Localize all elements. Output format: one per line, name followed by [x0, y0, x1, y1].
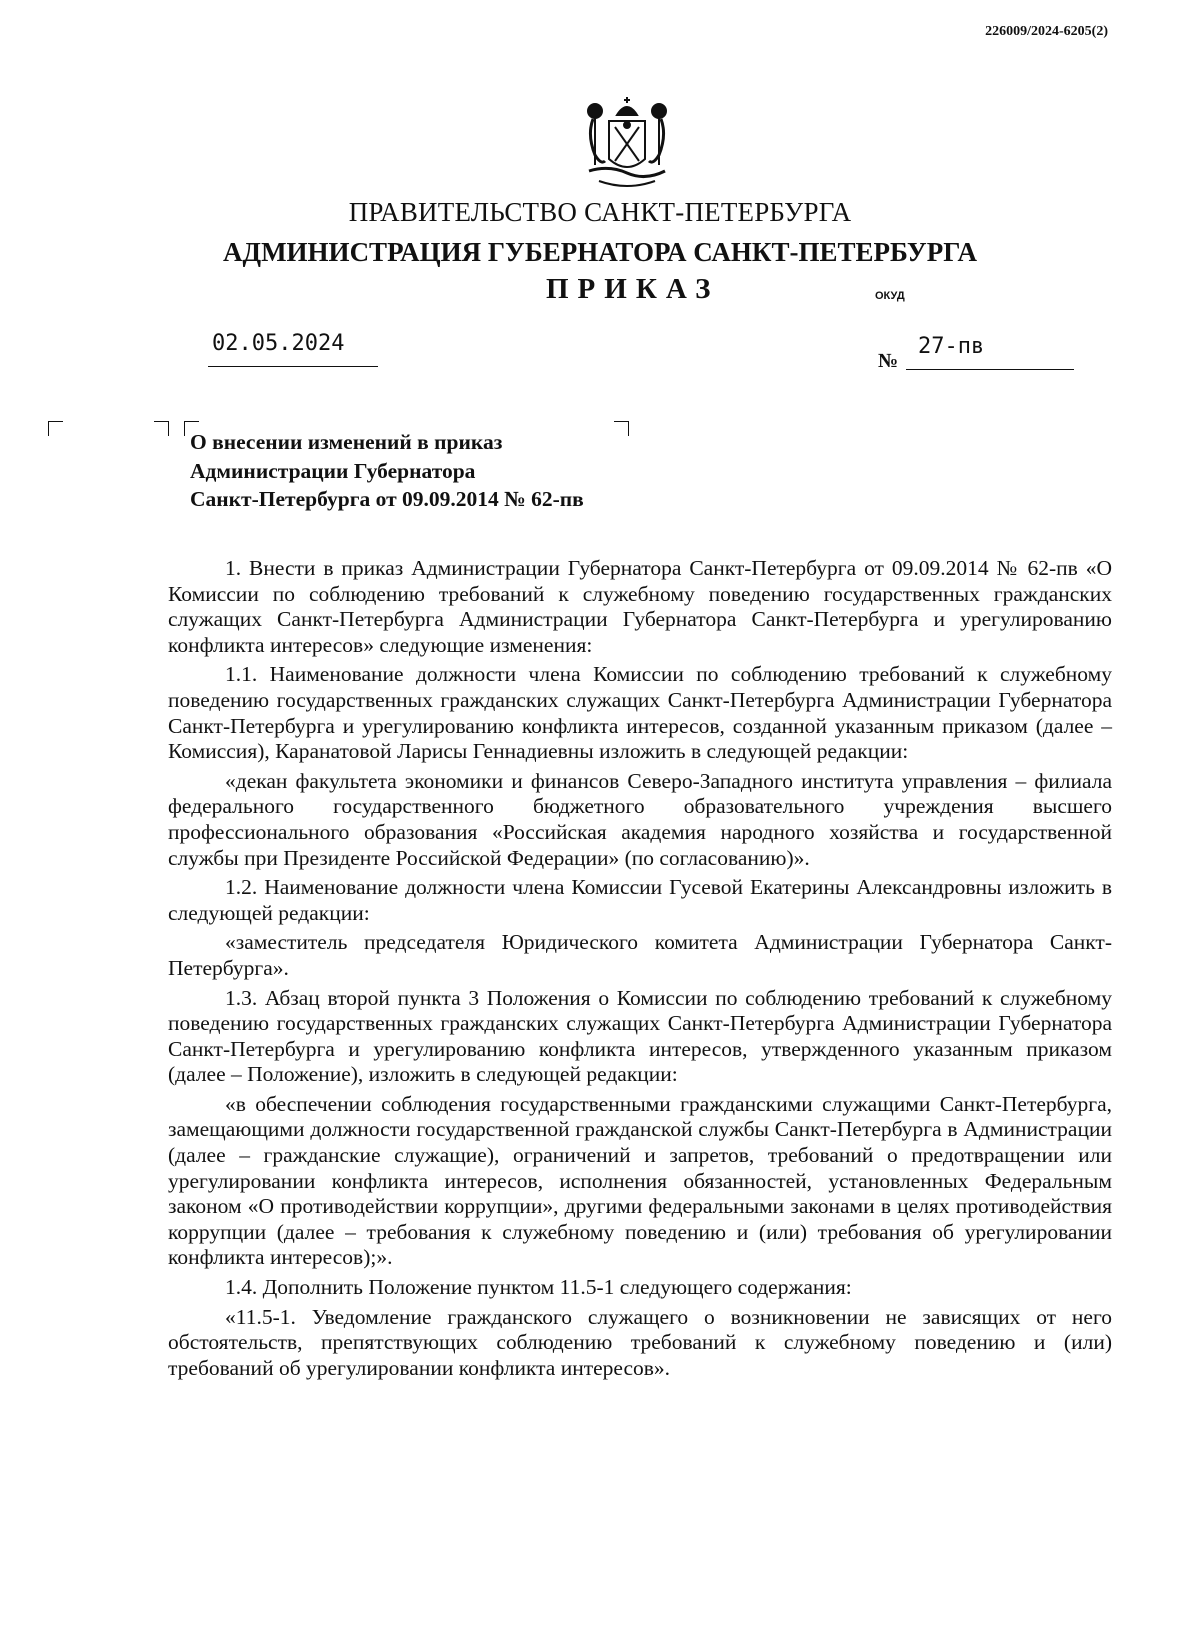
- paragraph-1-3: 1.3. Абзац второй пункта 3 Положения о Комиссии по соблюдению требований к служебному поведению государственных гражданских служащих Санкт-Петербурга Администрации Губернатора Санкт-Петербурга и урегулированию конфликта интересов, утвержденного указанным приказом (далее – Положение), изложить в следующей редакции:: [168, 985, 1112, 1087]
- corner-mark: [154, 421, 169, 436]
- paragraph-1-2: 1.2. Наименование должности члена Комиссии Гусевой Екатерины Александровны изложить в следующей редакции:: [168, 875, 1112, 925]
- paragraph-quote-3: «в обеспечении соблюдения государственными гражданскими служащими Санкт-Петербурга, замещающими должности государственной гражданской службы Санкт-Петербурга в Администрации (далее – гражданские служащие), ограничений и запретов, требований о предотвращении или урегулировании конфликта интересов, исполнения обязанностей, установленных Федеральным законом «О противодействии коррупции», другими федеральными законами в целях противодействия коррупции (далее – требования к служебному поведению и (или) требования об урегулировании конфликта интересов);».: [168, 1091, 1112, 1270]
- paragraph-1-1: 1.1. Наименование должности члена Комиссии по соблюдению требований к служебному поведению государственных гражданских служащих Санкт-Петербурга Администрации Губернатора Санкт-Петербурга и урегулированию конфликта интересов, созданной указанным приказом (далее – Комиссия), Каранатовой Ларисы Геннадиевны изложить в следующей редакции:: [168, 662, 1112, 764]
- registration-number: 226009/2024-6205(2): [985, 24, 1108, 39]
- date-underline: [208, 366, 378, 367]
- subject-line: Санкт-Петербурга от 09.09.2014 № 62-пв: [190, 487, 584, 511]
- corner-mark: [48, 421, 63, 436]
- document-number: 27-пв: [918, 334, 985, 359]
- government-title: ПРАВИТЕЛЬСТВО САНКТ-ПЕТЕРБУРГА: [348, 197, 852, 227]
- paragraph-quote-4: «11.5-1. Уведомление гражданского служащего о возникновении не зависящих от него обстоятельств, препятствующих соблюдению требований к служебному поведению и (или) требований об урегулировании конфликта интересов».: [168, 1304, 1112, 1380]
- document-body: [168, 556, 1112, 1385]
- paragraph-quote-2: «заместитель председателя Юридического комитета Администрации Губернатора Санкт-Петербурга».: [168, 930, 1112, 980]
- paragraph-1: 1. Внести в приказ Администрации Губернатора Санкт-Петербурга от 09.09.2014 № 62-пв «О Комиссии по соблюдению требований к служебному поведению государственных гражданских служащих Санкт-Петербурга Администрации Губернатора Санкт-Петербурга и урегулированию конфликта интересов» следующие изменения:: [168, 556, 1112, 657]
- administration-title: АДМИНИСТРАЦИЯ ГУБЕРНАТОРА САНКТ-ПЕТЕРБУРГА: [223, 237, 977, 267]
- number-sign: №: [878, 350, 899, 372]
- document-date: 02.05.2024: [212, 331, 345, 356]
- subject-line: Администрации Губернатора: [190, 458, 476, 483]
- number-underline: [906, 369, 1074, 370]
- okud-label: ОКУД: [875, 290, 905, 302]
- st-petersburg-coat-of-arms-icon: [579, 95, 675, 197]
- document-subject: [190, 428, 650, 514]
- document-type: ПРИКАЗ: [546, 273, 720, 305]
- paragraph-1-4: 1.4. Дополнить Положение пунктом 11.5-1 следующего содержания:: [225, 1275, 852, 1300]
- subject-line: О внесении изменений в приказ: [190, 430, 503, 454]
- paragraph-quote-1: «декан факультета экономики и финансов Северо-Западного института управления – филиала федерального государственного бюджетного образовательного учреждения высшего профессионального образования «Российская академия народного хозяйства и государственной службы при Президенте Российской Федерации» (по согласованию)».: [168, 768, 1112, 870]
